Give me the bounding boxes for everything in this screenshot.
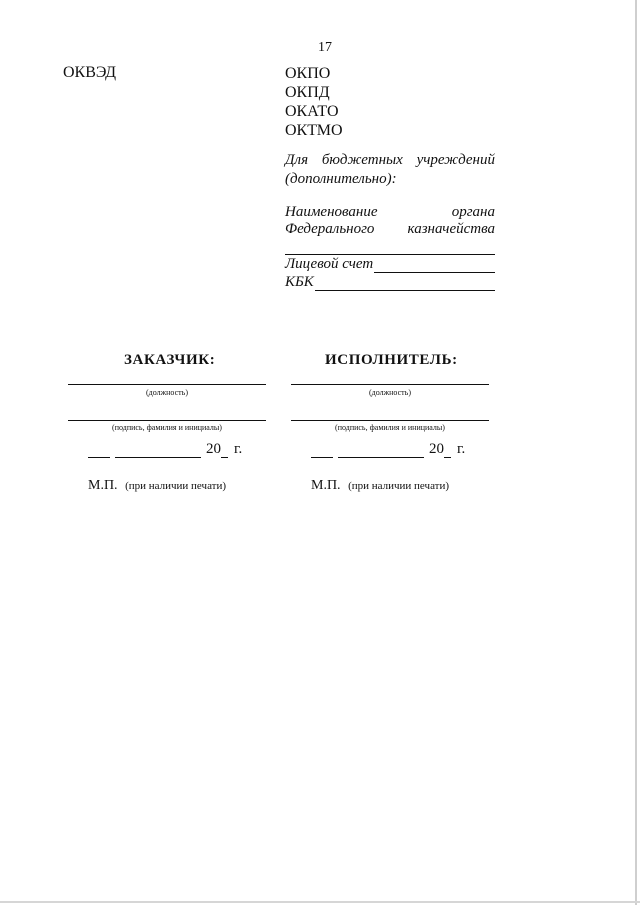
customer-stamp: [88, 478, 226, 494]
treasury-name-block: [285, 204, 495, 238]
customer-signature-caption: (подпись, фамилия и инициалы): [112, 423, 222, 432]
treasury-line2-right: казначейства: [407, 221, 495, 237]
customer-stamp-label: М.П.: [88, 478, 118, 493]
executor-signature-caption: (подпись, фамилия и инициалы): [335, 423, 445, 432]
budget-note-word-2: бюджетных: [321, 152, 403, 168]
customer-title: ЗАКАЗЧИК:: [124, 352, 216, 368]
customer-position-caption: (должность): [146, 388, 188, 397]
treasury-line1-left: Наименование: [285, 204, 378, 220]
kbk-label: КБК: [285, 274, 314, 290]
kbk-field[interactable]: [315, 276, 495, 291]
kbk-row: [285, 274, 495, 291]
page-edge-right: [635, 0, 637, 905]
budget-note-word-1: Для: [285, 152, 309, 168]
executor-position-field[interactable]: [291, 384, 489, 385]
executor-stamp: [311, 478, 449, 494]
budget-institutions-note: [285, 151, 495, 189]
executor-day-field[interactable]: [311, 444, 333, 458]
code-oktmo: ОКТМО: [285, 122, 343, 139]
budget-note-word-3: учреждений: [416, 152, 495, 168]
account-field[interactable]: [374, 258, 495, 273]
customer-year-prefix: 20: [206, 441, 221, 457]
code-okpo: ОКПО: [285, 65, 331, 82]
customer-date-row: [88, 441, 242, 458]
code-okato: ОКАТО: [285, 103, 339, 120]
executor-year-field[interactable]: [444, 444, 451, 458]
okved-label: ОКВЭД: [63, 64, 117, 81]
account-row: [285, 256, 495, 273]
customer-signature-field[interactable]: [68, 420, 266, 421]
account-label: Лицевой счет: [285, 256, 374, 272]
executor-position-caption: (должность): [369, 388, 411, 397]
customer-year-suffix: г.: [234, 441, 243, 457]
customer-stamp-note: (при наличии печати): [125, 480, 227, 492]
executor-date-row: [311, 441, 465, 458]
treasury-name-field[interactable]: [285, 254, 495, 255]
executor-signature-field[interactable]: [291, 420, 489, 421]
codes-list: [285, 64, 343, 140]
treasury-line1-right: органа: [451, 204, 495, 220]
customer-year-field[interactable]: [221, 444, 228, 458]
code-okpd: ОКПД: [285, 84, 330, 101]
executor-title: ИСПОЛНИТЕЛЬ:: [325, 352, 458, 368]
page-edge-bottom: [0, 901, 640, 903]
treasury-line2-left: Федерального: [285, 221, 375, 237]
executor-year-suffix: г.: [457, 441, 466, 457]
customer-month-field[interactable]: [115, 444, 201, 458]
customer-position-field[interactable]: [68, 384, 266, 385]
customer-day-field[interactable]: [88, 444, 110, 458]
executor-stamp-label: М.П.: [311, 478, 341, 493]
executor-year-prefix: 20: [429, 441, 444, 457]
executor-month-field[interactable]: [338, 444, 424, 458]
budget-note-line-2: (дополнительно):: [285, 171, 397, 187]
executor-stamp-note: (при наличии печати): [348, 480, 450, 492]
page-number: 17: [318, 40, 332, 55]
